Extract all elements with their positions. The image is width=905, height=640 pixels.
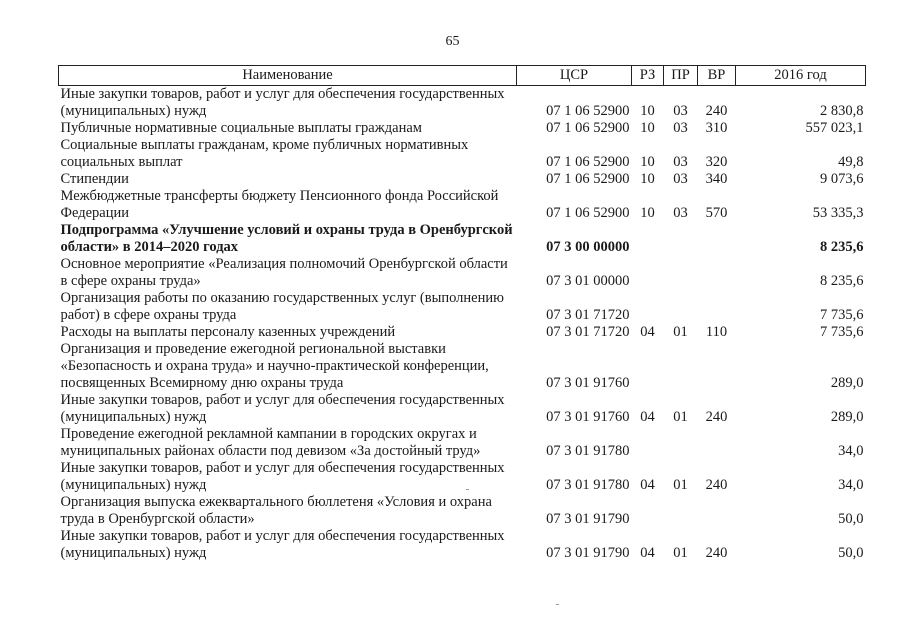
- row-pr: 01: [673, 324, 688, 340]
- row-rz: 10: [640, 120, 655, 136]
- row-rz: [632, 290, 664, 324]
- table-row: [59, 120, 866, 137]
- row-rz: [632, 222, 664, 256]
- row-vr: 320: [705, 154, 728, 170]
- row-pr: 03: [673, 171, 688, 187]
- row-amount: 289,0: [830, 375, 864, 391]
- row-pr: [664, 256, 698, 290]
- row-rz: [632, 341, 664, 392]
- row-rz: 04: [640, 409, 655, 425]
- table-row: [59, 341, 866, 392]
- row-pr: 03: [673, 154, 688, 170]
- row-rz: [632, 426, 664, 460]
- row-pr: 03: [673, 103, 688, 119]
- row-vr: 240: [705, 477, 728, 493]
- row-vr: 240: [705, 545, 728, 561]
- row-vr: 240: [705, 409, 728, 425]
- row-amount: 49,8: [838, 154, 864, 170]
- column-header-pr: ПР: [664, 66, 698, 86]
- row-csr: 07 1 06 52900: [546, 171, 630, 187]
- row-csr: 07 1 06 52900: [546, 103, 630, 119]
- row-pr: 01: [673, 545, 688, 561]
- row-csr: 07 3 01 91780: [546, 477, 630, 493]
- row-rz: [632, 494, 664, 528]
- row-amount: 557 023,1: [805, 120, 864, 136]
- row-pr: 03: [673, 120, 688, 136]
- page-number: 65: [445, 34, 460, 49]
- row-amount: 34,0: [838, 443, 864, 459]
- row-amount: 50,0: [838, 511, 864, 527]
- row-rz: 10: [640, 103, 655, 119]
- row-name: Иные закупки товаров, работ и услуг для обеспечения государственных (муниципальных) нужд: [60, 392, 505, 425]
- row-amount: 2 830,8: [820, 103, 864, 119]
- row-csr: 07 3 01 91790: [546, 511, 630, 527]
- table-row: [59, 86, 866, 121]
- scan-speck: [556, 604, 559, 605]
- table-row: [59, 460, 866, 494]
- column-header-vr: ВР: [698, 66, 736, 86]
- row-pr: 01: [673, 477, 688, 493]
- table-row: [59, 494, 866, 528]
- row-name: Иные закупки товаров, работ и услуг для обеспечения государственных (муниципальных) нужд: [60, 86, 505, 119]
- row-rz: 04: [640, 324, 655, 340]
- row-name: Публичные нормативные социальные выплаты гражданам: [60, 120, 422, 136]
- row-vr: [698, 222, 736, 256]
- row-rz: 10: [640, 154, 655, 170]
- row-vr: [698, 256, 736, 290]
- row-amount: 8 235,6: [820, 273, 864, 289]
- row-vr: [698, 494, 736, 528]
- row-name: Межбюджетные трансферты бюджету Пенсионного фонда Российской Федерации: [60, 188, 499, 221]
- table-row: [59, 528, 866, 562]
- row-csr: 07 3 01 91790: [546, 545, 630, 561]
- row-csr: 07 3 01 91760: [546, 375, 630, 391]
- table-row: [59, 137, 866, 171]
- row-amount: 7 735,6: [820, 324, 864, 340]
- row-name: Подпрограмма «Улучшение условий и охраны труда в Оренбургской области» в 2014–2020 годах: [60, 222, 513, 255]
- table-row: [59, 426, 866, 460]
- table-row: [59, 171, 866, 188]
- row-csr: 07 1 06 52900: [546, 120, 630, 136]
- table-body: [59, 86, 866, 563]
- row-vr: [698, 426, 736, 460]
- table-row: [59, 392, 866, 426]
- row-vr: 110: [705, 324, 728, 340]
- column-header-rz: РЗ: [632, 66, 664, 86]
- row-csr: 07 3 01 00000: [546, 273, 630, 289]
- row-rz: 04: [640, 477, 655, 493]
- row-name: Организация и проведение ежегодной региональной выставки «Безопасность и охрана труда» и научно-практической конференции, посвященных Всемирному дню охраны труда: [60, 341, 489, 391]
- row-amount: 7 735,6: [820, 307, 864, 323]
- row-name: Иные закупки товаров, работ и услуг для обеспечения государственных (муниципальных) нужд: [60, 528, 505, 561]
- row-vr: [698, 341, 736, 392]
- row-pr: [664, 222, 698, 256]
- row-vr: 240: [705, 103, 728, 119]
- row-vr: 570: [705, 205, 728, 221]
- row-amount: 34,0: [838, 477, 864, 493]
- row-rz: 10: [640, 171, 655, 187]
- row-csr: 07 1 06 52900: [546, 154, 630, 170]
- row-name: Расходы на выплаты персоналу казенных учреждений: [60, 324, 396, 340]
- row-vr: [698, 290, 736, 324]
- row-amount: 289,0: [830, 409, 864, 425]
- row-name: Социальные выплаты гражданам, кроме публичных нормативных социальных выплат: [60, 137, 469, 170]
- row-rz: 10: [640, 205, 655, 221]
- row-name: Основное мероприятие «Реализация полномочий Оренбургской области в сфере охраны труда»: [60, 256, 508, 289]
- row-amount: 53 335,3: [812, 205, 864, 221]
- column-header-csr: ЦСР: [517, 66, 632, 86]
- row-amount: 50,0: [838, 545, 864, 561]
- row-name: Организация работы по оказанию государственных услуг (выполнению работ) в сфере охраны труда: [60, 290, 504, 323]
- row-csr: 07 3 01 91760: [546, 409, 630, 425]
- table-row: [59, 188, 866, 222]
- table-row: [59, 290, 866, 324]
- row-name: Проведение ежегодной рекламной кампании в городских округах и муниципальных районах области под девизом «За достойный труд»: [60, 426, 481, 459]
- row-vr: 340: [705, 171, 728, 187]
- table-header-row: [59, 66, 866, 86]
- row-rz: [632, 256, 664, 290]
- row-name: Организация выпуска ежеквартального бюллетеня «Условия и охрана труда в Оренбургской области»: [60, 494, 492, 527]
- row-pr: [664, 290, 698, 324]
- row-vr: 310: [705, 120, 728, 136]
- row-name: Стипендии: [60, 171, 129, 187]
- scan-speck: [466, 489, 469, 490]
- budget-table: [58, 65, 866, 562]
- row-amount: 9 073,6: [820, 171, 864, 187]
- table-row: [59, 324, 866, 341]
- row-pr: [664, 426, 698, 460]
- row-pr: 03: [673, 205, 688, 221]
- row-csr: 07 3 01 91780: [546, 443, 630, 459]
- row-name: Иные закупки товаров, работ и услуг для обеспечения государственных (муниципальных) нужд: [60, 460, 505, 493]
- row-csr: 07 3 01 71720: [546, 324, 630, 340]
- row-pr: 01: [673, 409, 688, 425]
- row-pr: [664, 494, 698, 528]
- row-csr: 07 1 06 52900: [546, 205, 630, 221]
- row-csr: 07 3 00 00000: [546, 239, 630, 255]
- row-rz: 04: [640, 545, 655, 561]
- column-header-year: 2016 год: [736, 66, 866, 86]
- table-row: [59, 222, 866, 256]
- table-row: [59, 256, 866, 290]
- row-pr: [664, 341, 698, 392]
- row-amount: 8 235,6: [820, 239, 864, 255]
- row-csr: 07 3 01 71720: [546, 307, 630, 323]
- column-header-name: Наименование: [59, 66, 517, 86]
